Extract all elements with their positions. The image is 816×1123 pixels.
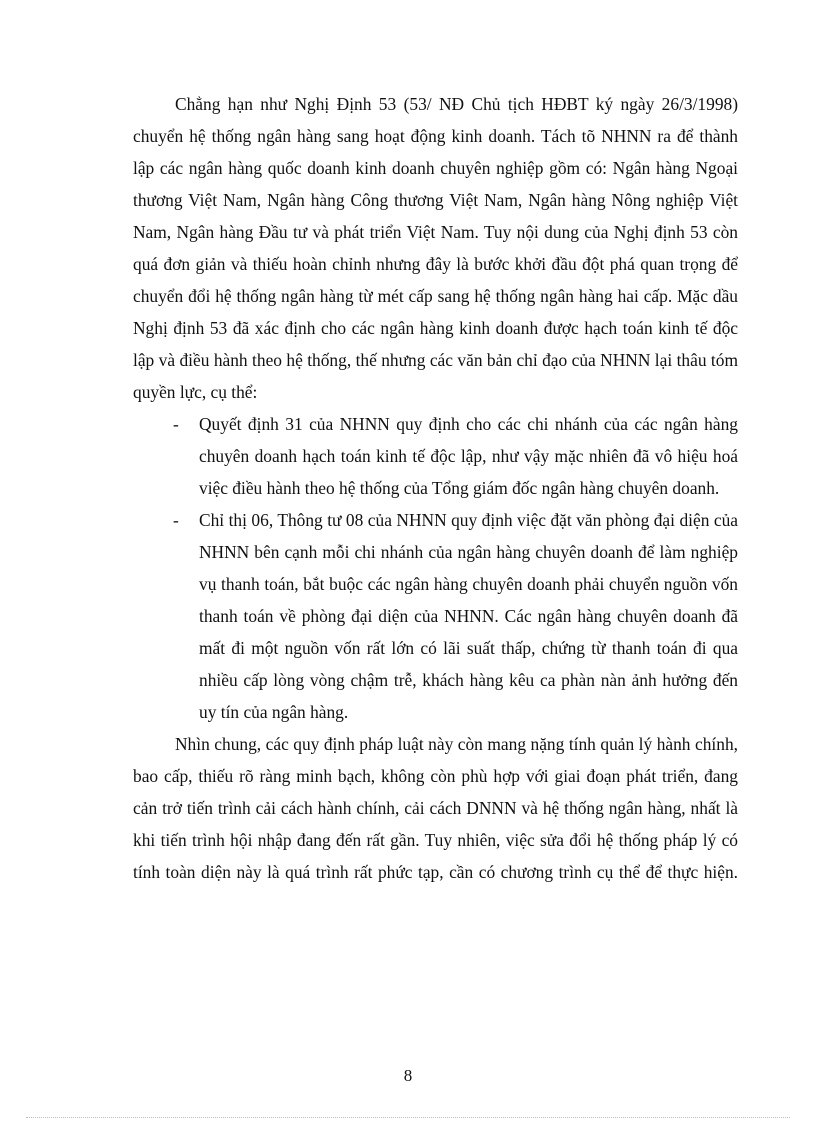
paragraph-intro: Chẳng hạn như Nghị Định 53 (53/ NĐ Chủ tịch HĐBT ký ngày 26/3/1998) chuyển hệ thống ngân hàng sang hoạt động kinh doanh. Tách tõ NHNN ra để thành lập các ngân hàng quốc doanh kinh doanh chuyên nghiệp gồm có: Ngân hàng Ngoại thương Việt Nam, Ngân hàng Công thương Việt Nam, Ngân hàng Nông nghiệp Việt Nam, Ngân hàng Đầu tư và phát triển Việt Nam. Tuy nội dung của Nghị định 53 còn quá đơn giản và thiếu hoàn chỉnh nhưng đây là bước khởi đầu đột phá quan trọng để chuyển đổi hệ thống ngân hàng từ mét cấp sang hệ thống ngân hàng hai cấp. Mặc dầu Nghị định 53 đã xác định cho các ngân hàng kinh doanh được hạch toán kinh tế độc lập và điều hành theo hệ thống, thế nhưng các văn bản chỉ đạo của NHNN lại thâu tóm quyền lực, cụ thể: (133, 94, 738, 402)
paragraph-conclusion: Nhìn chung, các quy định pháp luật này còn mang nặng tính quản lý hành chính, bao cấp, thiếu rõ ràng minh bạch, không còn phù hợp với giai đoạn phát triển, đang cản trở tiến trình cải cách hành chính, cải cách DNNN và hệ thống ngân hàng, nhất là khi tiến trình hội nhập đang đến rất gần. Tuy nhiên, việc sửa đổi hệ thống pháp lý có tính toàn diện này là quá trình rất phức tạp, cần có chương trình cụ thể để thực hiện. (133, 734, 738, 882)
bullet-marker: - (173, 414, 179, 434)
body-text (133, 88, 738, 888)
bullet-marker: - (173, 510, 179, 530)
footer-divider (26, 1117, 790, 1118)
bullet-item-decision-31 (133, 408, 738, 504)
bullet-item-directive-06 (133, 504, 738, 728)
bullet-text: Chỉ thị 06, Thông tư 08 của NHNN quy định việc đặt văn phòng đại diện của NHNN bên cạnh mỗi chi nhánh của ngân hàng chuyên doanh để làm nghiệp vụ thanh toán, bắt buộc các ngân hàng chuyên doanh phải chuyển nguồn vốn thanh toán về phòng đại diện của NHNN. Các ngân hàng chuyên doanh đã mất đi một nguồn vốn rất lớn có lãi suất thấp, chứng từ thanh toán đi qua nhiều cấp lòng vòng chậm trễ, khách hàng kêu ca phàn nàn ảnh hưởng đến uy tín của ngân hàng. (199, 510, 738, 722)
bullet-text: Quyết định 31 của NHNN quy định cho các chi nhánh của các ngân hàng chuyên doanh hạch toán kinh tế độc lập, như vậy mặc nhiên đã vô hiệu hoá việc điều hành theo hệ thống của Tổng giám đốc ngân hàng chuyên doanh. (199, 414, 738, 498)
page-number: 8 (403, 1066, 413, 1085)
